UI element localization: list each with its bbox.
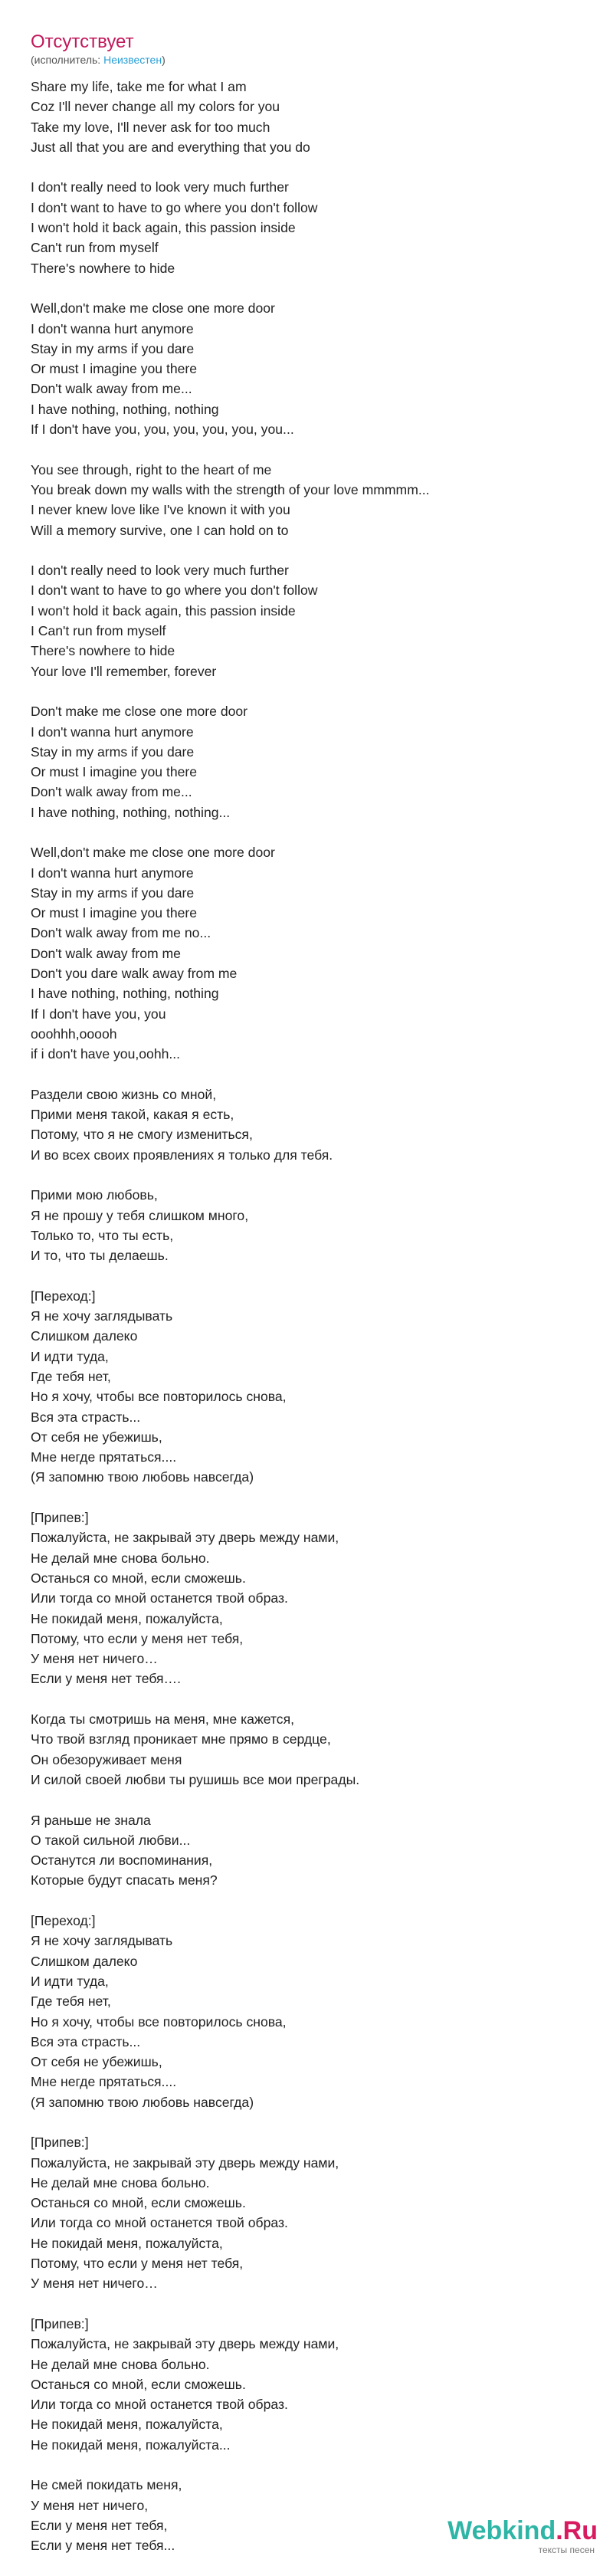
lyric-line: [Переход:] [31,1913,96,1929]
lyric-line: Will a memory survive, one I can hold on to [31,522,289,538]
lyric-line: От себя не убежишь, [31,1429,162,1445]
lyric-line: Останутся ли воспоминания, [31,1852,213,1869]
lyrics-stanza [31,1085,582,1165]
lyric-line: И то, что ты делаешь. [31,1248,169,1264]
lyric-line: I don't want to have to go where you don't follow [31,199,318,215]
lyric-line: Или тогда со мной останется твой образ. [31,1590,288,1606]
lyric-line: Останься со мной, если сможешь. [31,2195,246,2211]
lyrics-stanza [31,2314,582,2455]
artist-line [31,52,166,67]
lyric-line: Well,don't make me close one more door [31,845,275,861]
lyric-line: If I don't have you, you [31,1006,166,1022]
lyric-line: Останься со мной, если сможешь. [31,1570,246,1586]
lyric-line: У меня нет ничего… [31,1651,158,1667]
lyric-line: There's nowhere to hide [31,260,175,276]
lyric-line: Don't walk away from me [31,945,181,961]
lyric-line: Just all that you are and everything that you do [31,139,310,155]
lyric-line: Мне негде прятаться.... [31,2074,177,2090]
lyric-line: И идти туда, [31,1348,109,1364]
lyric-line: Don't you dare walk away from me [31,966,238,982]
lyric-line: Прими мою любовь, [31,1187,158,1203]
lyric-line: [Переход:] [31,1288,96,1304]
lyric-line: Well,don't make me close one more door [31,300,275,317]
lyric-line: Не смей покидать меня, [31,2477,182,2493]
lyric-line: Take my love, I'll never ask for too much [31,119,270,135]
lyric-line: Я не хочу заглядывать [31,1933,173,1949]
lyric-line: Вся эта страсть... [31,2033,141,2049]
lyric-line: Не делай мне снова больно. [31,1550,210,1566]
lyric-line: Потому, что я не смогу измениться, [31,1127,253,1143]
lyric-line: Он обезоруживает меня [31,1751,182,1767]
lyric-line: Пожалуйста, не закрывай эту дверь между нами, [31,1530,339,1546]
lyric-line: Что твой взгляд проникает мне прямо в сердце, [31,1731,331,1747]
lyric-line: Не покидай меня, пожалуйста, [31,2235,223,2251]
lyric-line: Вся эта страсть... [31,1409,141,1425]
lyrics-stanza [31,298,582,439]
lyric-line: Не делай мне снова больно. [31,2356,210,2372]
lyric-line: [Припев:] [31,2315,89,2332]
lyrics-stanza [31,460,582,540]
lyric-line: There's nowhere to hide [31,643,175,659]
lyric-line: Где тебя нет, [31,1994,111,2010]
lyric-line: Когда ты смотришь на меня, мне кажется, [31,1711,295,1728]
logo-word: Webkind [447,2516,556,2545]
artist-suffix: ) [162,54,166,66]
lyric-line: Слишком далеко [31,1953,138,1969]
lyrics-stanza [31,2132,582,2293]
song-title: Отсутствует [31,31,134,52]
lyric-line: И силой своей любви ты рушишь все мои преграды. [31,1771,360,1787]
lyric-line: Or must I imagine you there [31,905,198,921]
lyric-line: ooohhh,ooooh [31,1025,117,1042]
logo-tld: .Ru [556,2516,598,2545]
lyrics-stanza [31,560,582,681]
lyric-line: Не покидай меня, пожалуйста... [31,2437,231,2453]
lyric-line: Coz I'll never change all my colors for you [31,99,280,115]
lyric-line: Share my life, take me for what I am [31,79,247,94]
lyrics-stanza [31,1709,582,1790]
lyric-line: (Я запомню твою любовь навсегда) [31,1469,254,1485]
lyric-line: Не покидай меня, пожалуйста, [31,1610,223,1626]
lyric-line: Потому, что если у меня нет тебя, [31,1630,244,1646]
lyric-line: Слишком далеко [31,1328,138,1344]
lyric-line: I have nothing, nothing, nothing [31,986,219,1002]
lyric-line: Don't walk away from me... [31,381,192,397]
lyric-line: I have nothing, nothing, nothing [31,401,219,417]
artist-prefix: (исполнитель: [31,54,104,66]
lyric-line: Stay in my arms if you dare [31,340,195,356]
lyrics-stanza [31,1508,582,1689]
lyric-line: Не покидай меня, пожалуйста, [31,2417,223,2433]
lyric-line: I Can't run from myself [31,623,166,639]
lyric-line: (Я запомню твою любовь навсегда) [31,2094,254,2110]
lyric-line: Если у меня нет тебя... [31,2538,175,2554]
lyrics-stanza [31,77,582,157]
lyric-line: Или тогда со мной останется твой образ. [31,2397,288,2413]
logo-wordmark [447,2517,598,2545]
lyric-line: Останься со мной, если сможешь. [31,2376,246,2392]
lyric-line: If I don't have you, you, you, you, you, you... [31,422,294,438]
logo-tagline: тексты песен [538,2545,595,2555]
lyric-line: У меня нет ничего… [31,2276,158,2292]
lyric-line: От себя не убежишь, [31,2054,162,2070]
lyric-line: Пожалуйста, не закрывай эту дверь между нами, [31,2336,339,2352]
lyric-line: И во всех своих проявлениях я только для тебя. [31,1147,333,1163]
lyric-line: Мне негде прятаться.... [31,1449,177,1465]
lyric-line: О такой сильной любви... [31,1832,191,1848]
lyric-line: You break down my walls with the strength of your love mmmmm... [31,481,430,497]
lyric-line: I don't wanna hurt anymore [31,865,194,881]
lyric-line: Я не хочу заглядывать [31,1308,173,1324]
lyric-line: Пожалуйста, не закрывай эту дверь между нами, [31,2154,339,2171]
lyric-line: У меня нет ничего, [31,2497,149,2513]
lyric-line: Только то, что ты есть, [31,1227,174,1243]
lyric-line: Но я хочу, чтобы все повторилось снова, [31,1389,287,1405]
lyric-line: Потому, что если у меня нет тебя, [31,2256,244,2272]
lyrics-body [31,77,582,2576]
lyric-line: Раздели свою жизнь со мной, [31,1086,217,1102]
lyric-line: I don't wanna hurt anymore [31,320,194,336]
lyric-line: Или тогда со мной останется твой образ. [31,2215,288,2231]
lyric-line: Прими меня такой, какая я есть, [31,1107,234,1123]
lyrics-stanza [31,1911,582,2112]
lyric-line: I never knew love like I've known it with you [31,502,290,518]
lyrics-stanza [31,1286,582,1488]
lyrics-stanza [31,701,582,822]
lyrics-stanza [31,1185,582,1265]
lyric-line: Где тебя нет, [31,1369,111,1384]
lyrics-stanza [31,842,582,1064]
lyric-line: Don't walk away from me... [31,784,192,800]
lyric-line: Stay in my arms if you dare [31,743,195,760]
lyrics-stanza [31,177,582,277]
lyric-line: I don't wanna hurt anymore [31,724,194,740]
lyric-line: I won't hold it back again, this passion inside [31,220,296,236]
lyric-line: Stay in my arms if you dare [31,884,195,901]
lyric-line: Я раньше не знала [31,1812,151,1828]
lyric-line: Don't make me close one more door [31,704,248,720]
lyric-line: И идти туда, [31,1973,109,1989]
lyric-line: Если у меня нет тебя, [31,2517,168,2533]
lyrics-stanza [31,1810,582,1891]
lyric-line: I don't really need to look very much further [31,179,289,195]
lyric-line: Or must I imagine you there [31,764,198,780]
lyric-line: Но я хочу, чтобы все повторилось снова, [31,2013,287,2030]
lyric-line: [Припев:] [31,1510,89,1526]
lyric-line: Your love I'll remember, forever [31,663,217,679]
lyric-line: Can't run from myself [31,240,159,256]
lyric-line: Не делай мне снова больно. [31,2174,210,2190]
lyric-line: if i don't have you,oohh... [31,1046,181,1062]
lyric-line: [Припев:] [31,2135,89,2151]
lyric-line: Don't walk away from me no... [31,925,211,941]
lyric-line: I don't really need to look very much further [31,563,289,579]
lyric-line: I have nothing, nothing, nothing... [31,804,231,820]
lyric-line: I won't hold it back again, this passion inside [31,602,296,619]
lyric-line: Если у меня нет тебя…. [31,1671,182,1687]
lyric-line: Я не прошу у тебя слишком много, [31,1207,249,1223]
lyric-line: Or must I imagine you there [31,361,198,377]
lyric-line: Которые будут спасать меня? [31,1872,218,1889]
site-logo[interactable] [447,2517,598,2555]
lyric-line: I don't want to have to go where you don't follow [31,582,318,599]
lyric-line: You see through, right to the heart of me [31,461,272,477]
artist-link[interactable]: Неизвестен [103,54,162,66]
